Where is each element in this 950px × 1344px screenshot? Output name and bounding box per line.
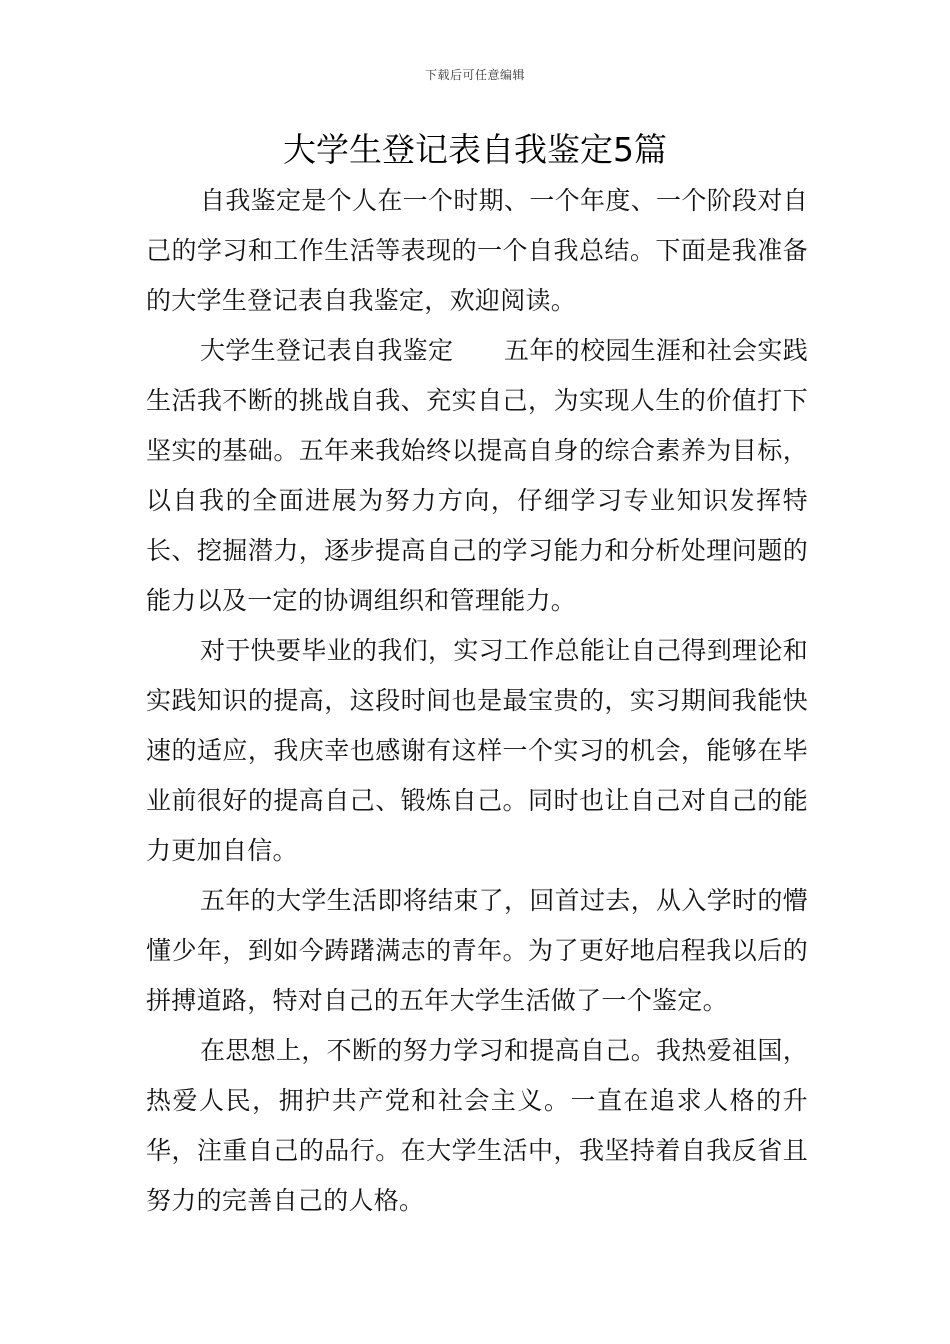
paragraph-graduation: 五年的大学生活即将结束了，回首过去，从入学时的懵懂少年，到如今踌躇满志的青年。为了更好地启程我以后的拼搏道路，特对自己的五年大学生活做了一个鉴定。 xyxy=(146,886,808,1015)
paragraph-campus-life: 大学生登记表自我鉴定 五年的校园生涯和社会实践生活我不断的挑战自我、充实自己，为实现人生的价值打下坚实的基础。五年来我始终以提高自身的综合素养为目标，以自我的全面进展为努力方向，仔细学习专业知识发挥特长、挖掘潜力，逐步提高自己的学习能力和分析处理问题的能力以及一定的协调组织和管理能力。 xyxy=(146,336,808,615)
paragraph-internship: 对于快要毕业的我们，实习工作总能让自己得到理论和实践知识的提高，这段时间也是最宝贵的，实习期间我能快速的适应，我庆幸也感谢有这样一个实习的机会，能够在毕业前很好的提高自己、锻炼自己。同时也让自己对自己的能力更加自信。 xyxy=(146,636,808,865)
document-title: 大学生登记表自我鉴定5篇 xyxy=(283,130,667,169)
paragraph-intro: 自我鉴定是个人在一个时期、一个年度、一个阶段对自己的学习和工作生活等表现的一个自我总结。下面是我准备的大学生登记表自我鉴定，欢迎阅读。 xyxy=(146,186,808,315)
paragraph-ideology: 在思想上，不断的努力学习和提高自己。我热爱祖国，热爱人民，拥护共产党和社会主义。一直在追求人格的升华，注重自己的品行。在大学生活中，我坚持着自我反省且努力的完善自己的人格。 xyxy=(146,1036,808,1215)
header-note: 下载后可任意编辑 xyxy=(424,68,525,82)
document-body xyxy=(146,176,808,1226)
